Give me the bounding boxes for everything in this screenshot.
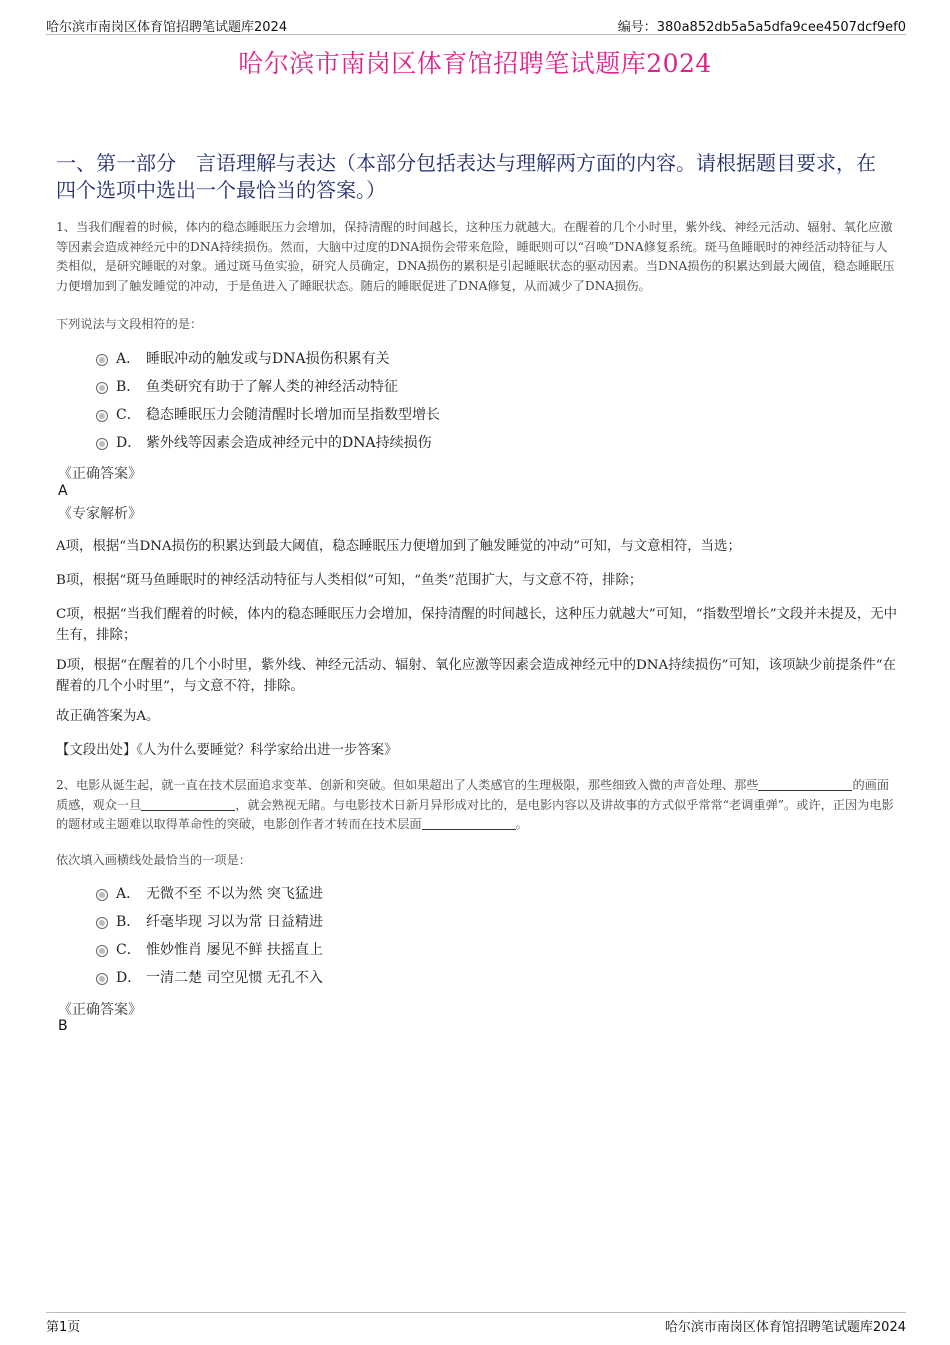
q1-answer-label: 《正确答案》	[58, 466, 142, 482]
page-number: 第1页	[46, 1320, 81, 1335]
radio-icon[interactable]	[96, 382, 108, 394]
q1-conclusion: 故正确答案为A。	[56, 709, 160, 724]
q1-option-a[interactable]: A． 睡眠冲动的触发或与DNA损伤积累有关	[96, 345, 440, 373]
q1-answer: A	[58, 483, 68, 499]
q1-option-c[interactable]: C． 稳态睡眠压力会随清醒时长增加而呈指数型增长	[96, 401, 440, 429]
q2-option-d[interactable]: D． 一清二楚 司空见惯 无孔不入	[96, 964, 323, 992]
q1-prompt: 下列说法与文段相符的是：	[56, 317, 203, 331]
q1-analysis-c: C项，根据“当我们醒着的时候，体内的稳态睡眠压力会增加，保持清醒的时间越长，这种压力就越大”可知，“指数型增长”文段并未提及，无中生有，排除；	[56, 607, 898, 643]
q1-option-b[interactable]: B． 鱼类研究有助于了解人类的神经活动特征	[96, 373, 440, 401]
section-heading: 一、第一部分 言语理解与表达（本部分包括表达与理解两方面的内容。请根据题目要求，在四个选项中选出一个最恰当的答案。）	[56, 151, 876, 202]
blank-1[interactable]	[758, 776, 852, 791]
page-footer	[46, 1312, 906, 1335]
q1-option-d[interactable]: D． 紫外线等因素会造成神经元中的DNA持续损伤	[96, 429, 440, 457]
q2-answer-label: 《正确答案》	[58, 1002, 142, 1018]
q1-analysis-b: B项，根据“斑马鱼睡眠时的神经活动特征与人类相似”可知，“鱼类”范围扩大，与文意不符，排除；	[56, 573, 643, 588]
blank-2[interactable]	[141, 796, 235, 811]
radio-icon[interactable]	[96, 917, 108, 929]
page-header	[46, 14, 906, 35]
radio-icon[interactable]	[96, 410, 108, 422]
radio-icon[interactable]	[96, 354, 108, 366]
q1-analysis-d: D项，根据“在醒着的几个小时里，紫外线、神经元活动、辐射、氧化应激等因素会造成神经元中的DNA持续损伤”可知，该项缺少前提条件“在醒着的几个小时里”，与文意不符，排除。	[56, 658, 897, 694]
q2-answer: B	[58, 1018, 68, 1034]
document-title: 哈尔滨市南岗区体育馆招聘笔试题库2024	[238, 49, 712, 78]
q2-passage: 2、电影从诞生起，就一直在技术层面追求变革、创新和突破。但如果超出了人类感官的生理极限，那些细致入微的声音处理、那些 的画面质感，观众一旦 ，就会熟视无睹。与电影技术日新月异形成对比的，是电影内容以及讲故事的方式似乎常常“老调重弹”。或许，正因为电影的题材或主题难以取得革命性的突破，电影创作者才转而在技术层面 。	[56, 778, 894, 831]
header-doc-id: 编号：380a852db5a5a5dfa9cee4507dcf9ef0	[617, 20, 906, 35]
q2-option-b[interactable]: B． 纤毫毕现 习以为常 日益精进	[96, 908, 323, 936]
header-title: 哈尔滨市南岗区体育馆招聘笔试题库2024	[46, 20, 288, 35]
q1-passage: 1、当我们醒着的时候，体内的稳态睡眠压力会增加，保持清醒的时间越长，这种压力就越大。在醒着的几个小时里，紫外线、神经元活动、辐射、氧化应激等因素会造成神经元中的DNA持续损伤。然而，大脑中过度的DNA损伤会带来危险，睡眠则可以“召唤”DNA修复系统。斑马鱼睡眠时的神经活动特征与人类相似，是研究睡眠的对象。通过斑马鱼实验，研究人员确定，DNA损伤的累积是引起睡眠状态的驱动因素。当DNA损伤的积累达到最大阈值，稳态睡眠压力便增加到了触发睡觉的冲动，于是鱼进入了睡眠状态。随后的睡眠促进了DNA修复，从而减少了DNA损伤。	[56, 220, 895, 293]
blank-3[interactable]	[422, 815, 516, 830]
q1-analysis-label: 《专家解析》	[58, 506, 142, 522]
radio-icon[interactable]	[96, 973, 108, 985]
footer-title: 哈尔滨市南岗区体育馆招聘笔试题库2024	[664, 1320, 906, 1335]
radio-icon[interactable]	[96, 945, 108, 957]
q1-analysis-a: A项，根据“当DNA损伤的积累达到最大阈值，稳态睡眠压力便增加到了触发睡觉的冲动”可知，与文意相符，当选；	[56, 539, 741, 554]
radio-icon[interactable]	[96, 438, 108, 450]
q2-options	[96, 880, 323, 992]
q1-options	[96, 345, 440, 457]
q2-prompt: 依次填入画横线处最恰当的一项是：	[56, 853, 251, 867]
q1-source: 【文段出处】《人为什么要睡觉？科学家给出进一步答案》	[56, 743, 398, 758]
q2-option-a[interactable]: A． 无微不至 不以为然 突飞猛进	[96, 880, 323, 908]
radio-icon[interactable]	[96, 889, 108, 901]
q2-option-c[interactable]: C． 惟妙惟肖 屡见不鲜 扶摇直上	[96, 936, 323, 964]
